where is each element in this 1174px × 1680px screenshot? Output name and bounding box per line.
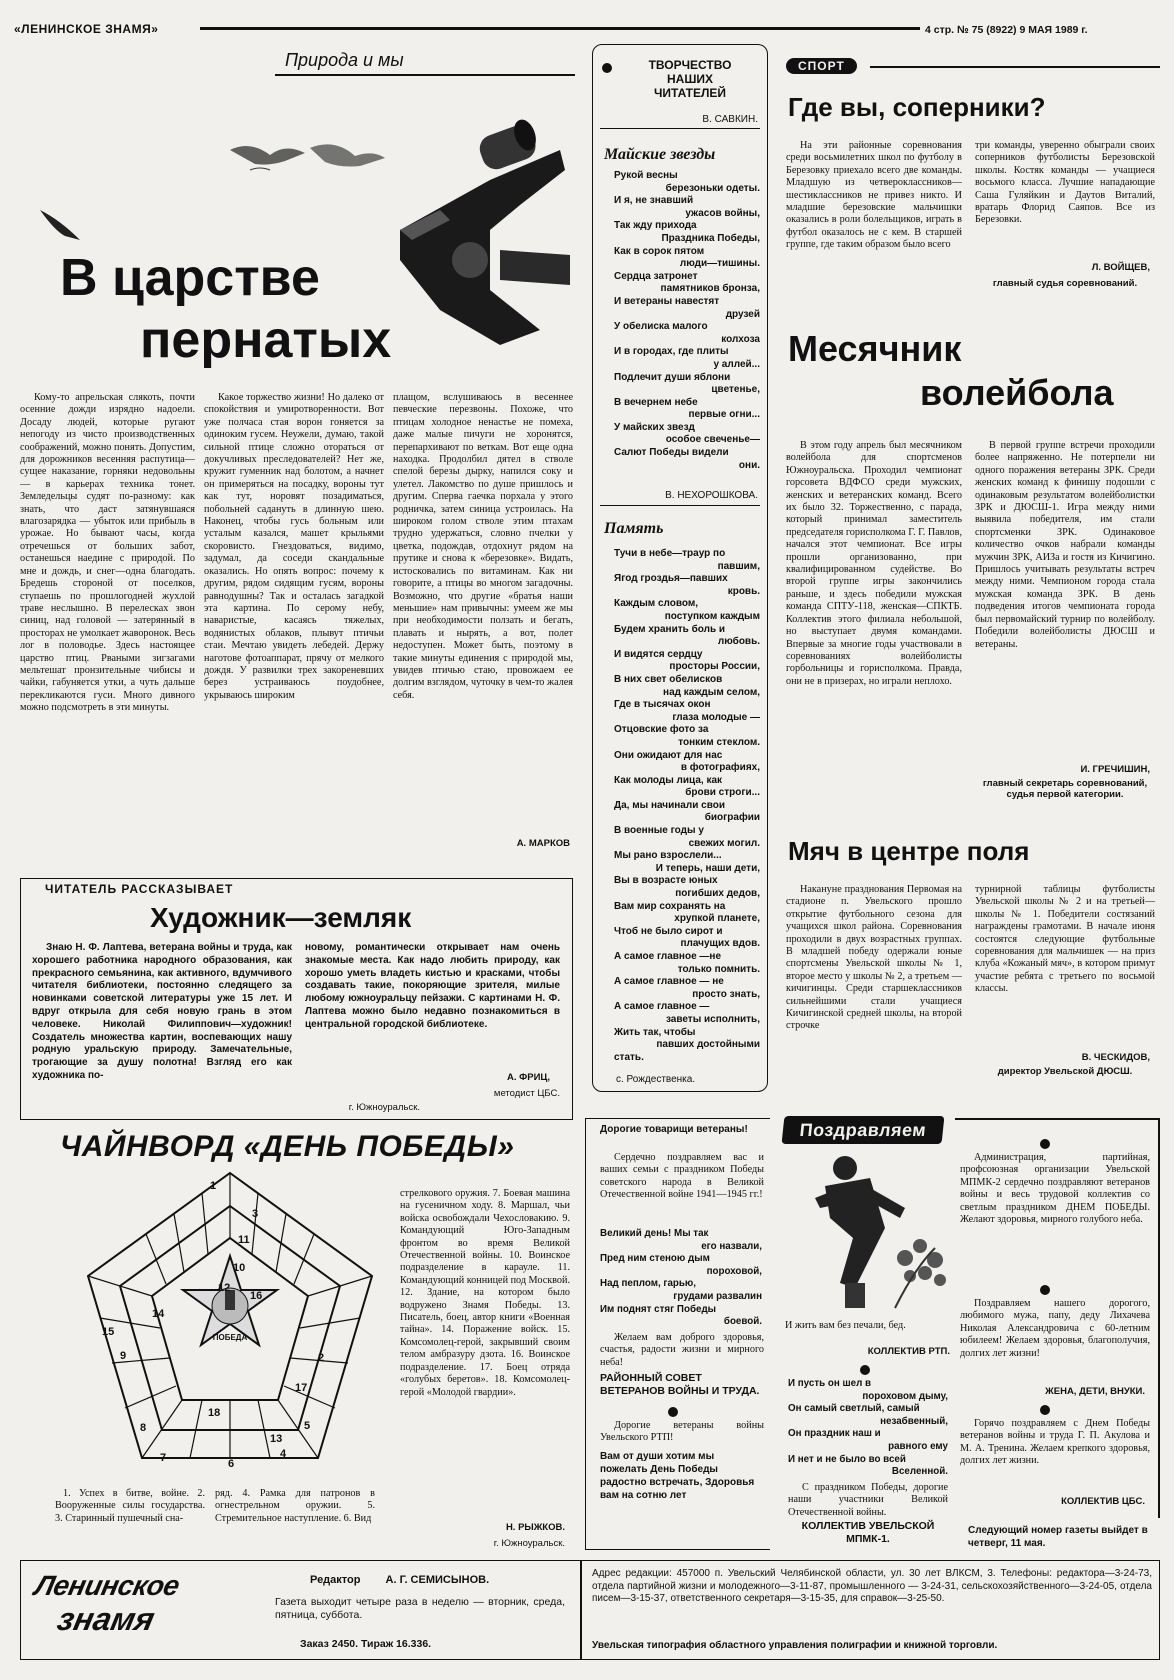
footer-schedule: Газета выходит четыре раза в неделю — вторник, среда, пятница, суббота. [275, 1596, 565, 1621]
poem1-line: У майских звезд [614, 421, 695, 433]
next-issue-note: Следующий номер газеты выйдет в четверг, 11 мая. [968, 1525, 1148, 1549]
crossword-number-5: 5 [304, 1420, 311, 1432]
poem1-line: Салют Победы видели [614, 447, 729, 459]
poem2-line: стать. [614, 1051, 644, 1063]
poem2-title: Память [604, 520, 664, 537]
poem2-line: Да, мы начинали свои [614, 799, 725, 811]
greeting-banner: Поздравляем [782, 1116, 945, 1144]
crossword-number-3: 3 [252, 1208, 259, 1220]
poem1-line: цветенье, [711, 384, 760, 396]
poetry-rubric-line1: ТВОРЧЕСТВО [648, 58, 732, 72]
poem1-line: В вечернем небе [614, 396, 698, 408]
greeting-4-poem-line: Он самый светлый, самый [788, 1403, 920, 1415]
crossword-number-8: 8 [140, 1422, 147, 1434]
poem2-line: Они ожидают для нас [614, 749, 723, 761]
poem2-line: брови строги... [685, 787, 760, 799]
poem1-line: березоньки одеты. [665, 182, 760, 194]
nature-column-3: плащом, вслушиваюсь в весеннее певческие перезвоны. Похоже, что птицам холодное ненастье не помеха, даже малые пичуги не хоронятся, перепархивают по веткам. Вот еще одна находка. Продолбил дятел в стволе спелой березы дырку, напился соку и улетел. Лакомство по душе пришлось и другим. Сперва гаечка порхала у этого родничка, затем синица устроилась. На широком голом стволе этим птахам трудно удержаться, словно пчелки у цветка, подождав, отдохнут рядом на прутике и снова к «березовке». Видать, истосковались по витаминам. Как ни говорите, а птицы во многом загадочны. Возможно, что другие «братья наши меньшие» нам привычны: умеем же мы при необходимости ползать и бегать, плавать и нырять, а вот, полет недоступен. Может быть, поэтому в такие минуты единения с природой мы, увидев птичью стаю, провожаем ее долгим взглядом, чуточку в чем-то жалея себя. [393, 392, 573, 701]
footer-logo [21, 1570, 248, 1650]
greeting-4-poem-line: Он праздник наш и [788, 1428, 881, 1440]
poem1-line: И ветераны навестят [614, 295, 720, 307]
poem2-line: хрупкой планете, [674, 913, 760, 925]
poem1-line: первые огни... [688, 409, 760, 421]
poem1-line: У обелиска малого [614, 321, 708, 333]
poem1-line: Так жду прихода [614, 220, 697, 232]
nature-title-line1: В царстве [60, 249, 320, 307]
crossword-number-9: 9 [120, 1350, 127, 1362]
poem1-title: Майские звезды [604, 146, 716, 163]
crossword-place: г. Южноуральск. [493, 1538, 565, 1549]
poem1-line: колхоза [721, 333, 760, 345]
greeting-7-text: Горячо поздравляем с Днем Победы ветеранов войны и труда Г. П. Акулова и М. А. Тренина. Желаем крепкого здоровья, долгих лет жизни. [960, 1418, 1150, 1467]
footer-printer: Увельская типография областного управления полиграфии и книжной торговли. [592, 1640, 998, 1651]
poem2-line: просторы России, [669, 661, 760, 673]
crossword-number-6: 6 [228, 1458, 235, 1470]
poem2-line: любовь. [717, 636, 760, 648]
greeting-1-poem [600, 1228, 762, 1329]
greeting-4-poem [788, 1378, 948, 1479]
poem2-lines [614, 548, 760, 1064]
crossword-number-13: 13 [270, 1433, 283, 1445]
poem1-line: Сердца затронет [614, 270, 698, 282]
poetry-rubric [630, 58, 750, 100]
greeting-1-poem-line: боевой. [723, 1316, 762, 1328]
poem2-line: заветы исполнить, [665, 1013, 760, 1025]
poem2-line: только помнить. [677, 963, 760, 975]
greeting-1-poem-line: Великий день! Мы так [600, 1228, 709, 1239]
crossword-grid [80, 1168, 380, 1478]
poem2-line: В военные годы у [614, 825, 704, 837]
sport-a1-column-1: На эти районные соревнования среди восьмилетних школ по футболу в Березовку приехало всего две команды. Младшую из четвероклассников—шестиклассников не привез никто. И младшие березовские мальчишки оказались в роли болельщиков, играть в футбол оказалось не с кем. В старшей группе, где таким образом было всего [786, 140, 962, 251]
masthead-paper-name: «ЛЕНИНСКОЕ ЗНАМЯ» [14, 22, 159, 36]
poem2-author: В. НЕХОРОШКОВА. [665, 490, 758, 501]
footer-address: Адрес редакции: 457000 п. Увельский Челябинской области, ул. 30 лет ВЛКСМ, 3. Телефоны: редактора—3-24-73, отдела партийной жизни и молодежного—3-11-87, промышленного — 3-24-31, сельскохозяйственного—3-24-05, отдела писем—3-15-37, ответственного секретаря—3-15-35, для справок—3-25-50. [592, 1568, 1152, 1604]
greeting-1-poem-line: Им поднят стяг Победы [600, 1303, 717, 1315]
crossword-number-10: 10 [233, 1262, 246, 1274]
poem2-line: Где в тысячах окон [614, 699, 711, 711]
sport-a3-role: директор Увельской ДЮСШ. [997, 1066, 1133, 1077]
crossword-clues-1: 1. Успех в битве, войне. 2. Вооруженные силы государства. 3. Старинный пушечный сна- [55, 1488, 205, 1524]
poem2-line: просто знать, [692, 988, 760, 1000]
poem2-line: Вы в возрасте юных [614, 875, 718, 887]
reader-rubric: ЧИТАТЕЛЬ РАССКАЗЫВАЕТ [45, 882, 234, 896]
greetings-frame-top [955, 1118, 1159, 1120]
greeting-4-poem-line: Вселенной. [891, 1466, 948, 1478]
greeting-1-poem-line: его назвали, [701, 1240, 762, 1252]
footer-order: Заказ 2450. Тираж 16.336. [300, 1638, 432, 1650]
poem2-line: биографии [704, 812, 760, 824]
poem1-line: особое свеченье— [665, 434, 760, 446]
crossword-number-2: 2 [318, 1352, 325, 1364]
greeting-2-text: Вам от души хотим мы пожелать День Победы радостно встречать, Здоровья вам на сотню лет [600, 1451, 755, 1501]
sport-a2-author: И. ГРЕЧИШИН, [1080, 764, 1150, 775]
sport-a2-title-line1: Месячник [788, 328, 962, 369]
greeting-3-sign: КОЛЛЕКТИВ РТП. [867, 1346, 950, 1357]
poem2-place: с. Рождественка. [616, 1074, 696, 1085]
poem2-line: над каждым селом, [663, 686, 760, 698]
nature-column-2: Какое торжество жизни! Но далеко от спокойствия и умиротворенности. Вот уже полчаса стая ворон гоняется за одиноким гусем. Неужели, думаю, такой сильной птице сложно отораться от докучливых преследователей? Нет же, кружит гуменник над болотом, а начнет он примеряться на посадку, вороны тут как тут, норовят позадиматься, побольней садануть в длинную шею. Наконец, чтобы гусь больным или усталым казался, машет крыльями скоровисто. Гнездоваться, видимо, задумал, да соседи скандальные оказались. Но опять вопрос: почему к другим, рядом сидящим гусям, вороны равнодушны? Так и осталась загадкой эта картина. По серому небу, наваристые, касаясь тяжелых, водянистых облаков, плывут птичьи стаи. Мечтаю увидеть лебедей. Держу наготове фотоаппарат, прячу от мелкого дождя. У развилки трех закореневших берез устраиваюсь поудобнее, укрываюсь широким [204, 392, 384, 701]
soldier-flowers-illustration [785, 1148, 955, 1316]
poem1-line: у аллей... [713, 358, 760, 370]
greeting-3-tail: И жить вам без печали, бед. [785, 1320, 906, 1331]
greeting-4-text: С праздником Победы, дорогие наши участники Великой Отечественной войны. [788, 1482, 948, 1518]
crossword-title: ЧАЙНВОРД «ДЕНЬ ПОБЕДЫ» [60, 1130, 515, 1163]
poem1-author: В. САВКИН. [702, 114, 758, 125]
crossword-number-17: 17 [295, 1382, 308, 1394]
poem1-line: друзей [725, 308, 760, 320]
greeting-4-poem-line: незабвенный, [880, 1415, 948, 1427]
hunting-rifle-image [400, 117, 570, 345]
greeting-1-head: Дорогие товарищи ветераны! [600, 1124, 760, 1137]
poem2-line: Как молоды лица, как [614, 774, 723, 786]
poem2-line: А самое главное — не [614, 976, 724, 988]
greeting-1-poem-line: Пред ним стеною дым [600, 1253, 710, 1265]
greeting-7-sign: КОЛЛЕКТИВ ЦБС. [1061, 1496, 1145, 1507]
greeting-1-sign: РАЙОННЫЙ СОВЕТ ВЕТЕРАНОВ ВОЙНЫ И ТРУДА. [600, 1372, 760, 1397]
star-label: ПОБЕДА [212, 1333, 248, 1342]
crossword-number-7: 7 [160, 1452, 167, 1464]
flying-birds-image [40, 144, 385, 240]
sport-a2-column-1: В этом году апрель был месячником волейбола для спортсменов Южноуральска. Проходил чемпионат горсовета ВДФСО среди мужских, женских и ветеранских команд. Всего их было 32. Торжественно, с парада, который принимал заместитель председателя горисполкома Г. Г. Павлов, начался этот чемпионат. Все игры прошли организованно, при квалифицированном судействе. Во второй группе игры закончились раньше, и здесь победили мужская команда СПТУ-118, женская—СПКТБ. Коллектив этого филиала небольшой, но выступает двумя командами. Впервые за многие годы участвовали в соревнованиях волейболисты горбольницы и горисполкома. Правда, они не в призерах, но играли неплохо. [786, 440, 962, 687]
poem2-line: погибших дедов, [675, 888, 760, 900]
poem1-line: люди—тишины. [679, 258, 760, 270]
poem1-line: И в городах, где плиты [614, 346, 729, 358]
nature-rubric-underline [275, 74, 575, 76]
poem2-line: Мы рано взрослели... [614, 850, 722, 862]
poem2-line: А самое главное — [614, 1001, 710, 1013]
poem2-line: павшим, [717, 560, 760, 572]
crossword-author: Н. РЫЖКОВ. [505, 1522, 565, 1533]
poetry-rubric-line2: НАШИХ [666, 72, 714, 86]
poem1-line: Праздника Победы, [661, 232, 760, 244]
crossword-number-1: 1 [210, 1180, 217, 1192]
sport-a2-column-2: В первой группе встречи проходили более напряженно. Не потерпели ни одного поражения ветераны ЗРК. Среди женских команд к финишу подошли с одинаковым результатом волейболистки ЗРК и ДЮСШ-1. Игра между ними выявила победителя, им стали спортсменки ЗРК. Одинаковое количество очков набрали команды мужчин ЗРК, АИЗа и гостя из Кичигино. Пришлось учитывать результаты встреч между ними. Чемпионом города стала мужская команда ЗРК. В день подведения итогов чемпионата города был первомайский турнир по волейболу. Победили волейболисты ДЮСШ и ветераны. [975, 440, 1155, 650]
footer-editor-label: Редактор [310, 1574, 361, 1586]
greeting-4-poem-line: равного ему [888, 1440, 948, 1452]
poem2-line: Отцовские фото за [614, 724, 709, 736]
poem2-line: тонким стеклом. [678, 736, 760, 748]
poem2-line: в фотографиях, [680, 762, 760, 774]
masthead-rule [200, 27, 920, 30]
greeting-4-poem-line: И нет и не было во всей [788, 1453, 906, 1465]
poem1-line: ужасов войны, [685, 207, 760, 219]
sport-a3-title: Мяч в центре поля [788, 836, 1030, 866]
greeting-6-sign: ЖЕНА, ДЕТИ, ВНУКИ. [1045, 1386, 1145, 1397]
greeting-4-sign: КОЛЛЕКТИВ УВЕЛЬСКОЙ МПМК-1. [801, 1520, 935, 1545]
poem1-rule [600, 128, 760, 129]
poem2-line: Жить так, чтобы [614, 1026, 696, 1038]
sport-a1-column-2: три команды, уверенно обыграли своих соперников футболисты Березовской школы. Костяк команды — учащиеся восьмого класса. Лучшие нападающие Саша Гуляйкин и Даутов Виталий, вратарь Флорид Саяпов. Все из Березовки. [975, 140, 1155, 226]
footer-editor [310, 1574, 489, 1586]
greeting-2-head: Дорогие ветераны войны Увельского РТП! [600, 1420, 764, 1444]
crossword-number-18: 18 [208, 1407, 221, 1419]
poem2-line: Тучи в небе—траур по [614, 548, 726, 559]
sport-a1-author: Л. ВОЙЩЕВ, [1091, 262, 1150, 273]
poem2-line: В них свет обелисков [614, 673, 723, 685]
footer-divider [580, 1560, 582, 1660]
poem2-line: Ягод гроздья—павших [614, 573, 728, 585]
sport-a2-role: главный секретарь соревнований, судья первой категории. [982, 778, 1148, 800]
sport-a2-title-line2: волейбола [920, 372, 1114, 413]
nature-rubric: Природа и мы [285, 50, 404, 70]
poem1-line: Подлечит души яблони [614, 371, 731, 383]
reader-author-role: методист ЦБС. [493, 1088, 560, 1099]
poem2-line: поступком каждым [664, 610, 760, 622]
poem2-line: Вам мир сохранять на [614, 900, 726, 912]
footer-logo-line1: Ленинское [31, 1570, 183, 1601]
crossword-number-11: 11 [238, 1234, 250, 1246]
poetry-rubric-line3: ЧИТАТЕЛЕЙ [653, 86, 727, 100]
poem1-line: Рукой весны [614, 170, 678, 181]
greetings-frame-right [1158, 1118, 1160, 1518]
crossword-number-14: 14 [152, 1308, 165, 1320]
reader-place: г. Южноуральск. [348, 1102, 420, 1113]
crossword-number-15: 15 [102, 1326, 115, 1338]
crossword-number-12: 12 [218, 1282, 231, 1294]
poem2-line: А самое главное —не [614, 951, 722, 962]
footer-logo-line2: знамя [54, 1601, 158, 1637]
reader-column-1: Знаю Н. Ф. Лаптева, ветерана войны и труда, как хорошего работника народного образования, как прекрасного семьянина, как активного, вдумчивого читателя библиотеки, постоянно следящего за новинками советской литературы уже 15 лет. И вдруг открыла для себя новую грань в этом человеке. Николай Филиппович—художник! Создатель множества картин, воспевающих нашу родную уральскую природу. Замечательные, трогающие за душу полотна! Взгляд его как художника по- [32, 942, 292, 1081]
sport-rubric-rule [870, 66, 1160, 68]
reader-column-2: новому, романтически открывает нам очень знакомые места. Как надо любить природу, как хорошо уметь владеть кистью и красками, чтобы создавать такие, покоряющие зрителя, милые любому южноуральцу пейзажи. С картинами Н. Ф. Лаптева можно было недавно познакомиться в центральной городской библиотеке. [305, 942, 560, 1030]
poem2-line: Каждым словом, [614, 598, 698, 610]
greeting-1-poem-line: грудами развалин [673, 1290, 762, 1302]
poem1-line: они. [738, 459, 760, 471]
greeting-5-text: Администрация, партийная, профсоюзная организации Увельской МПМК-2 сердечно поздравляют ветеранов войны и весь трудовой коллектив со светлым праздником ДНЕМ ПОБЕДЫ. Желают здоровья, мирного голубого неба. [960, 1152, 1150, 1226]
sport-a1-title: Где вы, соперники? [788, 92, 1046, 122]
victory-star-emblem [183, 1256, 277, 1345]
nature-title-line2: пернатых [140, 311, 392, 369]
reader-author: А. ФРИЦ, [507, 1072, 550, 1083]
poem1-lines [614, 170, 760, 472]
crossword-number-16: 16 [250, 1290, 263, 1302]
poem2-line: Будем хранить боль и [614, 623, 726, 635]
greeting-6-text: Поздравляем нашего дорогого, любимого мужа, папу, деду Лихачева Николая Александровича с 60-летним юбилеем! Желаем здоровья, благополучия, долгих лет жизни! [960, 1298, 1150, 1359]
poem2-line: Чтоб не было сирот и [614, 925, 723, 937]
footer-editor-name: А. Г. СЕМИСЫНОВ. [385, 1574, 490, 1586]
greeting-1-poem-line: пороховой, [706, 1265, 762, 1277]
sport-a3-column-2: турнирной таблицы футболисты Увельской школы № 2 и на третьей—школы № 1. Победители состязаний награждены грамотами. В начале июня состоятся следующие футбольные соревнования для мальчишек — на приз клуба «Кожаный мяч», в котором примут участие ребята с третьего по восьмой классы. [975, 884, 1155, 995]
sport-a1-role: главный судья соревнований. [992, 278, 1138, 289]
sport-a3-author: В. ЧЕСКИДОВ, [1081, 1052, 1150, 1063]
poem2-line: плачущих вдов. [680, 938, 760, 950]
poem1-line: И я, не знавший [614, 195, 694, 207]
poem2-line: глаза молодые — [672, 711, 760, 723]
poem2-rule [600, 505, 760, 506]
greeting-4-poem-line: пороховом дыму, [862, 1390, 948, 1402]
crossword-clues-2: ряд. 4. Рамка для патронов в огнестрельном оружии. 5. Стремительное наступление. 6. Вид [215, 1488, 375, 1524]
sport-a3-column-1: Накануне празднования Первомая на стадионе п. Увельского прошло открытие футбольного сезона для учащихся школ района. Соревнования проходили в двух возрастных группах. В младшей победу одержали юные спортсмены Увельской школы № 1, второе место у школы № 2, а третьем — кичигинцы. Среди старшеклассников сильнейшими стали учащиеся Кичигинской средней школы, на второй строчке [786, 884, 962, 1032]
reader-title: Художник—земляк [150, 902, 412, 933]
poem2-line: кровь. [727, 585, 760, 597]
poem2-line: свежих могил. [688, 837, 760, 849]
poem2-line: павших достойными [656, 1039, 760, 1051]
greeting-1-poem-line: Над пеплом, гарью, [600, 1278, 697, 1290]
nature-column-1: Кому-то апрельская слякоть, почти осенние дожди изрядно надоели. Досаду людей, которые ругают непогоду из чисто производственных соображений, можно понять. Допустим, для дорожников весенняя распутица—сущее наказание, горняки недовольны — в карьерах техника тонет. Земледельцы судят по-разному: как знать, что даст затянувшаяся влагозарядка — убыток или прибыль в урожае. Но бывают часы, когда отречешься от больших забот, останешься наедине с природой. По мне и дождь, и снег—одна благодать. Бредешь стороной от поселков, ступаешь по прошлогодней жухлой траве неслышно. В перелесках звон синиц, над головой — затерянный в просторах не умолкает жаворонок. Весь лог в половодье. Здесь настоящее царство птиц. Рваными зигзагами мельтешат пронзительные чибисы и чайки, габуняется утки, а чуть дальше перекликаются гуси. Много дивного можно подсмотреть в эти минуты. [20, 392, 195, 714]
poem1-line: Как в сорок пятом [614, 245, 705, 257]
poem1-line: памятников бронза, [660, 283, 760, 295]
nature-author: А. МАРКОВ [516, 838, 570, 849]
poem2-line: И теперь, наши дети, [655, 862, 760, 874]
greeting-4-poem-line: И пусть он шел в [788, 1378, 872, 1389]
sport-rubric: СПОРТ [786, 58, 857, 74]
masthead-issue-line: 4 стр. № 75 (8922) 9 МАЯ 1989 г. [925, 24, 1088, 36]
crossword-number-4: 4 [280, 1448, 287, 1460]
poetry-bullet-icon [602, 60, 612, 78]
poem2-line: И видятся сердцу [614, 648, 703, 660]
greeting-1-wish: Желаем вам доброго здоровья, счастья, радости жизни и мирного неба! [600, 1332, 764, 1368]
greeting-1-text: Сердечно поздравляем вас и ваших семьи с праздником Победы советского народа в Великой Отечественной войне 1941—1945 гг.! [600, 1152, 764, 1201]
crossword-clues-3: стрелкового оружия. 7. Боевая машина на гусеничном ходу. 8. Маршал, чьи войска освобождали Чехословакию. 9. Командующий Юго-Западным фронтом во время Великой Отечественной войны. 10. Воинское подразделение в карауле. 11. Командующий конницей под Москвой. 12. Здание, на котором было водружено Знамя Победы. 13. Писатель, боец, автор книги «Военная тайна». 14. Поражение войск. 15. Комсомолец-герой, закрывший своим телом амбразуру дзота. 16. Воинское подразделение. 17. Боец отряда «голубых беретов». 18. Комсомолец-герой «Молодой гвардии». [400, 1188, 570, 1398]
